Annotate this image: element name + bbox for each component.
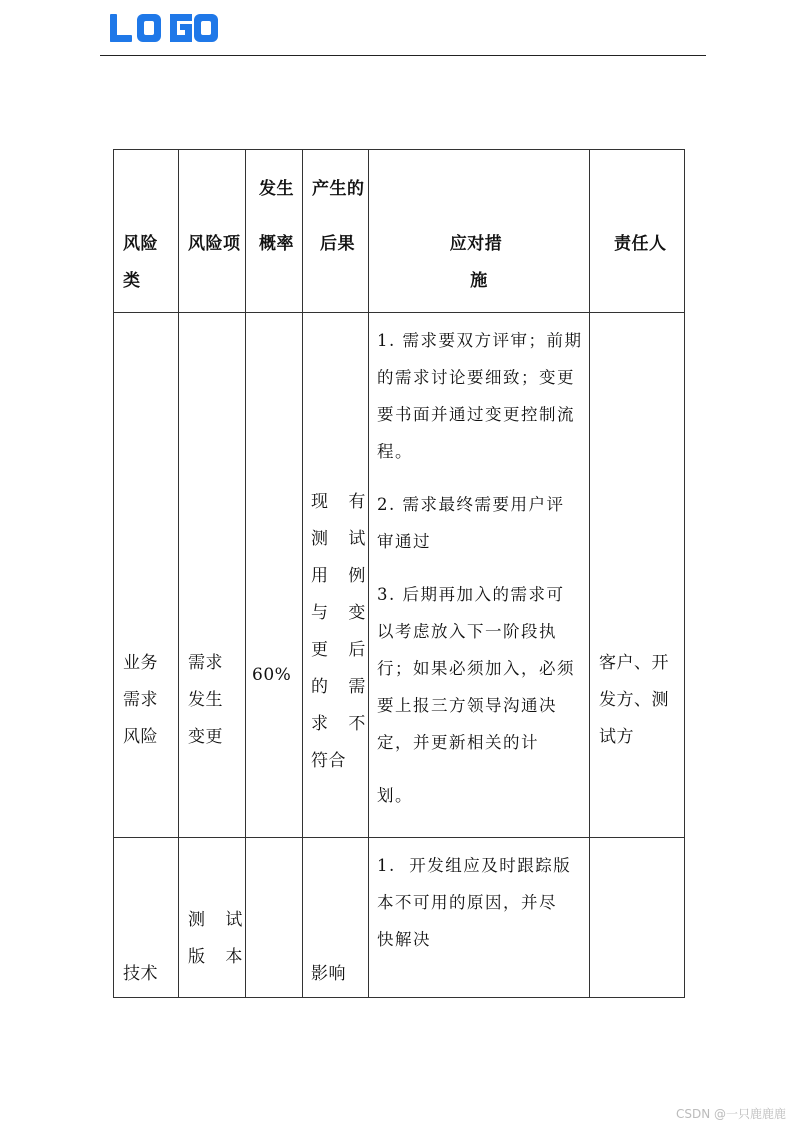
row2-risk-category (123, 956, 158, 993)
header-text: 后果 (320, 234, 355, 254)
header-risk-category (123, 226, 158, 300)
header-consequence (312, 171, 365, 263)
cell-text: 需求 (188, 653, 223, 673)
header-text: 类 (123, 271, 141, 291)
header-text: 风险项 (188, 234, 241, 254)
cell-text: 符合 (311, 751, 346, 771)
measure-line: 要书面并通过变更控制流 (377, 405, 575, 424)
row2-consequence (311, 956, 346, 993)
row1-consequence (311, 484, 366, 780)
header-text: 概率 (259, 234, 294, 254)
row1-owner (599, 645, 669, 756)
cell-text: 发生 (188, 690, 223, 710)
measure-line: 2. 需求最终需要用户评 (377, 495, 565, 514)
header-rule (100, 55, 706, 56)
row2-measures (377, 847, 585, 958)
header-probability (259, 171, 294, 263)
cell-text: 客户、开 (599, 653, 669, 673)
column-divider (178, 150, 179, 997)
measure-line: 1. 开发组应及时跟踪版 (377, 856, 572, 875)
cell-text: 用 例 (311, 566, 366, 586)
cell-text: 求 不 (311, 714, 366, 734)
measure-line: 快解决 (377, 930, 431, 949)
cell-text: 60% (252, 665, 292, 685)
header-text: 责任人 (614, 234, 667, 254)
cell-text: 业务 (123, 653, 158, 673)
cell-text: 变更 (188, 727, 223, 747)
measure-line: 行；如果必须加入，必须 (377, 659, 575, 678)
row2-risk-item (188, 902, 243, 976)
cell-text: 的 需 (311, 677, 366, 697)
risk-table (113, 149, 685, 998)
cell-text: 需求 (123, 690, 158, 710)
row1-risk-category (123, 645, 158, 756)
row-divider (114, 312, 684, 313)
header-text: 应对措 (449, 234, 503, 254)
column-divider (302, 150, 303, 997)
column-divider (589, 150, 590, 997)
measure-line: 划。 (377, 786, 413, 805)
cell-text: 更 后 (311, 640, 366, 660)
cell-text: 与 变 (311, 603, 366, 623)
row1-measures (377, 322, 585, 814)
header-text: 风险 (123, 234, 158, 254)
cell-text: 影响 (311, 964, 346, 984)
header-risk-item (188, 226, 241, 263)
cell-text: 现 有 (311, 492, 366, 512)
watermark: CSDN @一只鹿鹿鹿 (675, 1107, 786, 1121)
measure-line: 审通过 (377, 532, 431, 551)
header-measures (451, 226, 507, 300)
measure-line: 程。 (377, 442, 413, 461)
column-divider (245, 150, 246, 997)
measure-line: 本不可用的原因，并尽 (377, 893, 557, 912)
cell-text: 版 本 (188, 947, 243, 967)
measure-line: 定，并更新相关的计 (377, 733, 539, 752)
row-divider (114, 837, 684, 838)
cell-text: 测 试 (188, 910, 243, 930)
cell-text: 测 试 (311, 529, 366, 549)
measure-line: 1. 需求要双方评审；前期 (377, 331, 583, 350)
header-owner (614, 226, 667, 263)
cell-text: 试方 (599, 727, 634, 747)
measure-line: 的需求讨论要细致；变更 (377, 368, 575, 387)
cell-text: 风险 (123, 727, 158, 747)
measure-line: 要上报三方领导沟通决 (377, 696, 557, 715)
header-text: 发生 (259, 179, 294, 199)
cell-text: 技术 (123, 964, 158, 984)
row1-probability (252, 657, 291, 694)
header-text: 产生的 (312, 179, 365, 199)
column-divider (368, 150, 369, 997)
row1-risk-item (188, 645, 223, 756)
measure-line: 以考虑放入下一阶段执 (377, 622, 557, 641)
measure-line: 3. 后期再加入的需求可 (377, 585, 565, 604)
company-logo (108, 10, 218, 46)
cell-text: 发方、测 (599, 690, 669, 710)
header-text: 施 (470, 271, 488, 291)
